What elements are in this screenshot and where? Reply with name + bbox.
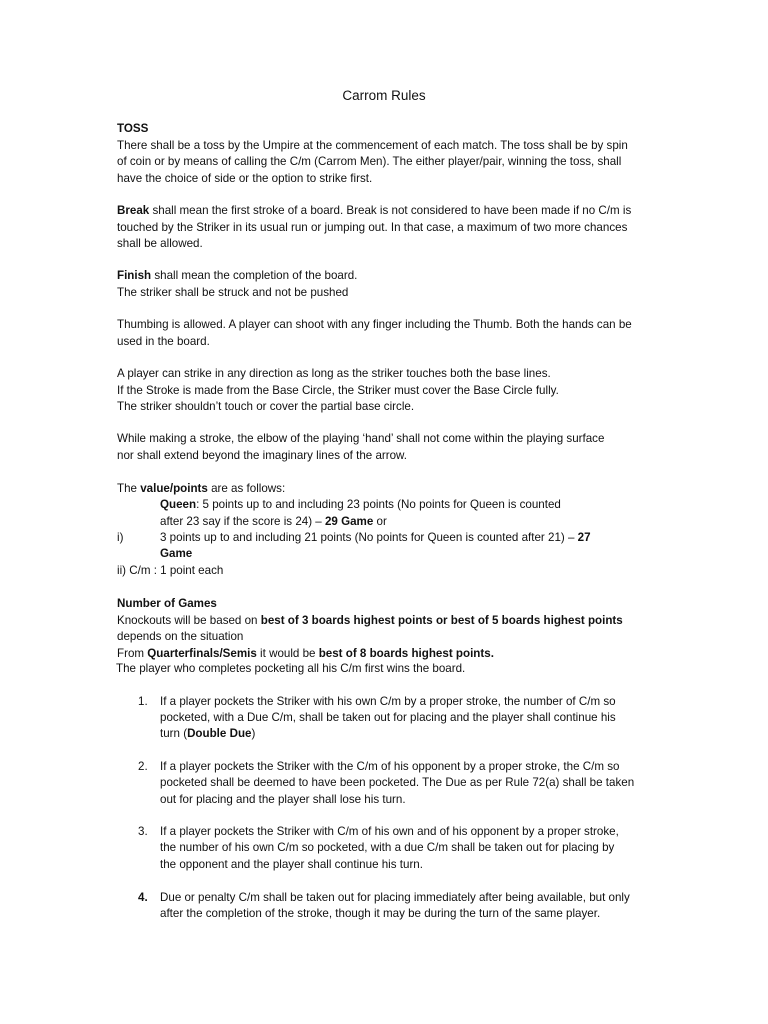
break-term: Break — [117, 204, 150, 217]
strike-line-2: If the Stroke is made from the Base Circle, the Striker must cover the Base Circle fully. — [117, 383, 559, 397]
completes-line: The player who completes pocketing all his C/m first wins the board. — [116, 662, 466, 675]
games-section — [117, 596, 657, 662]
from-bold-1: Quarterfinals/Semis — [147, 646, 257, 660]
knockouts-bold: best of 3 boards highest points or best of 5 boards highest points — [260, 613, 623, 627]
elbow-line-2: nor shall extend beyond the imaginary lines of the arrow. — [117, 448, 408, 462]
finish-paragraph — [117, 268, 657, 301]
thumbing-line-1: Thumbing is allowed. A player can shoot with any finger including the Thumb. Both the hands can be — [117, 318, 632, 331]
queen-label: Queen — [160, 498, 197, 511]
rule-1-line-3-bold: Double Due — [187, 727, 252, 740]
queen-line-2-bold: 29 Game — [324, 515, 374, 528]
toss-section — [117, 121, 657, 187]
rule-1-line-2: pocketed, with a Due C/m, shall be taken out for placing and the player shall continue his — [160, 711, 616, 724]
values-intro-pre: The — [117, 482, 141, 495]
elbow-paragraph — [117, 431, 657, 464]
finish-line-1-text: shall mean the completion of the board. — [151, 269, 358, 282]
item-ii-line: ii) C/m : 1 point each — [117, 564, 224, 577]
queen-line-1 — [160, 497, 561, 514]
page-title: Carrom Rules — [342, 88, 426, 103]
finish-term: Finish — [117, 269, 152, 282]
rule-4-line-1: Due or penalty C/m shall be taken out for placing immediately after being available, but only — [160, 891, 630, 904]
rule-1-line-3-post: ) — [251, 727, 256, 740]
rule-2-line-2: pocketed shall be deemed to have been pocketed. The Due as per Rule 72(a) shall be taken — [160, 776, 635, 789]
toss-heading: TOSS — [117, 122, 149, 135]
rule-4-line-2: after the completion of the stroke, though it may be during the turn of the same player. — [160, 907, 601, 920]
elbow-line-1: While making a stroke, the elbow of the playing ‘hand’ shall not come within the playing surface — [117, 432, 605, 445]
rule-2-line-3: out for placing and the player shall lose his turn. — [160, 793, 406, 806]
rule-1-line-3 — [160, 726, 255, 743]
values-intro-bold: value/points — [140, 482, 208, 495]
rule-1-line-1: If a player pockets the Striker with his own C/m by a proper stroke, the number of C/m so — [160, 695, 616, 708]
from-mid: it would be — [256, 646, 319, 660]
break-line-2: touched by the Striker in its usual run or jumping out. In that case, a maximum of two more chances — [117, 220, 628, 234]
knockouts-line-2: depends on the situation — [117, 630, 244, 643]
rule-4-number: 4. — [138, 891, 148, 904]
rule-2-line-1: If a player pockets the Striker with the C/m of his opponent by a proper stroke, the C/m so — [160, 760, 620, 773]
knockouts-line-1 — [117, 613, 657, 630]
strike-line-3: The striker shouldn’t touch or cover the partial base circle. — [117, 400, 415, 413]
item-i-line-1 — [160, 530, 591, 547]
break-paragraph — [117, 203, 657, 253]
toss-line-1: There shall be a toss by the Umpire at the commencement of each match. The toss shall be by spin — [117, 138, 628, 152]
rule-2-number: 2. — [138, 760, 148, 773]
queen-rest: : 5 points up to and including 23 points (No points for Queen is counted — [196, 498, 561, 511]
finish-line-1 — [117, 268, 657, 285]
rule-1-number: 1. — [138, 695, 148, 708]
values-intro-post: are as follows: — [207, 482, 286, 495]
strike-line-1: A player can strike in any direction as long as the striker touches both the base lines. — [117, 367, 551, 380]
rule-3-line-2: the number of his own C/m so pocketed, with a due C/m shall be taken out for placing by — [160, 841, 615, 854]
queen-line-2 — [160, 514, 387, 531]
break-line-1 — [117, 203, 657, 220]
item-i-line-1-pre: 3 points up to and including 21 points (No points for Queen is counted after 21) – — [160, 531, 578, 544]
break-line-3: shall be allowed. — [117, 237, 203, 250]
from-line — [117, 646, 657, 663]
from-pre: From — [117, 646, 148, 660]
games-heading: Number of Games — [117, 597, 217, 610]
thumbing-paragraph — [117, 317, 657, 350]
queen-line-2-pre: after 23 say if the score is 24) – — [160, 515, 325, 528]
rule-3-line-1: If a player pockets the Striker with C/m of his own and of his opponent by a proper stroke, — [160, 825, 619, 838]
break-line-1-text: shall mean the first stroke of a board. Break is not considered to have been made if no C/m is — [149, 204, 632, 217]
thumbing-line-2: used in the board. — [117, 334, 210, 348]
item-i-label: i) — [117, 531, 124, 544]
toss-line-2: of coin or by means of calling the C/m (Carrom Men). The either player/pair, winning the toss, shall — [117, 155, 622, 168]
strike-direction-paragraph — [117, 366, 657, 416]
rule-1-line-3-pre: turn ( — [160, 727, 188, 740]
item-i-line-1-bold: 27 — [577, 531, 591, 544]
values-intro — [117, 481, 657, 498]
knockouts-pre: Knockouts will be based on — [117, 613, 261, 627]
queen-line-2-post: or — [373, 515, 387, 528]
finish-line-2: The striker shall be struck and not be pushed — [117, 285, 349, 299]
toss-line-3: have the choice of side or the option to strike first. — [117, 171, 373, 185]
item-i-line-2: Game — [160, 547, 193, 560]
rule-3-number: 3. — [138, 825, 148, 838]
rule-3-line-3: the opponent and the player shall continue his turn. — [160, 858, 423, 871]
from-bold-2: best of 8 boards highest points. — [318, 646, 494, 660]
